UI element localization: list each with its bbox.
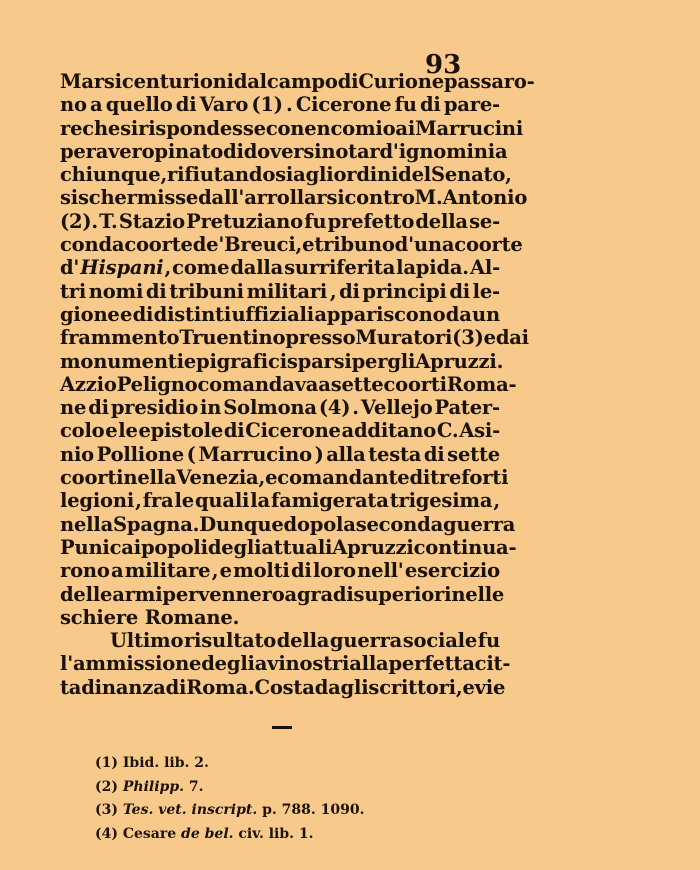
- text-line: ne di presidio in Solmona (4) . Vellejo Pater-: [60, 396, 500, 420]
- text-line: d' Hispani , come dalla surriferita lapida. Al-: [60, 256, 500, 280]
- text-line: tadinanza di Roma. Costa dagli scrittori, e vie: [60, 675, 506, 699]
- footnote-text: Cesare de bel. civ. lib. 1.: [122, 825, 314, 842]
- text-line: delle armi pervennero a gradi superiori nelle: [60, 582, 505, 606]
- text-line: coorti nella Venezia , e comandante di tre forti: [60, 466, 509, 490]
- text-line: nella Spagna. Dunque dopo la seconda guerra: [60, 512, 516, 536]
- text-line: Azzio Peligno comandava a sette coorti Roma-: [60, 372, 517, 396]
- footnotes: [95, 752, 415, 846]
- footnote-text: Tes. vet. inscript. p. 788. 1090.: [122, 802, 365, 818]
- text-line: Ultimo risultato della guerra sociale fu: [110, 629, 500, 653]
- separator-rule: [272, 726, 292, 729]
- text-line: colo e le epistole di Cicerone additano C. Asi-: [60, 419, 500, 443]
- footnote-mark: (1): [95, 755, 123, 771]
- text-line: Punica i popoli degli attuali Apruzzi continua-: [60, 535, 517, 559]
- text-line: schiere Romane.: [60, 605, 240, 629]
- text-line: conda coorte de' Breuci, e tribuno d' una coorte: [60, 233, 523, 257]
- text-line: Marsi centurioni dal campo di Curione passaro-: [60, 70, 535, 93]
- footnote-mark: (2): [95, 778, 123, 795]
- text-line: legioni , fra le quali la famigerata trigesima ,: [60, 489, 500, 513]
- text-line: gione e di distinti uffiziali appariscono da un: [60, 302, 500, 326]
- footnote-mark: (4): [95, 825, 123, 842]
- footnote: [95, 752, 415, 776]
- text-line: per aver opinato di doversi notar d' ignominia: [60, 139, 508, 163]
- footnote-mark: (3): [95, 802, 123, 818]
- text-line: si schermisse dall' arrollarsi contro M. Antonio: [60, 186, 528, 210]
- text-line: chiunque , rifiutandosi agli ordini del Senato ,: [60, 163, 512, 187]
- body-text: [60, 70, 535, 699]
- text-line: frammento Truentino presso Muratori (3) e dai: [60, 326, 529, 350]
- footnote: [95, 823, 415, 847]
- footnote-text: Ibid. lib. 2.: [122, 755, 209, 771]
- text-line: (2). T. Stazio Pretuziano fu prefetto della se-: [60, 209, 500, 233]
- text-line: no a quello di Varo (1) . Cicerone fu di pare-: [60, 93, 500, 117]
- footnote: [95, 799, 415, 823]
- text-line: monumenti epigrafici sparsi per gli Apruzzi.: [60, 349, 504, 373]
- text-line: tri nomi di tribuni militari , di principi di le-: [60, 279, 500, 303]
- footnote: [95, 776, 415, 800]
- footnote-text: Philipp. 7.: [122, 778, 204, 795]
- text-line: re che si rispondesse con encomio ai Marrucini: [60, 116, 524, 140]
- text-line: nio Pollione ( Marrucino ) alla testa di sette: [60, 442, 500, 466]
- page-number: 93: [425, 50, 462, 80]
- text-line: rono a militare , e molti di loro nell' esercizio: [60, 559, 500, 583]
- text-line: l' ammissione degli avi nostri alla perfetta cit-: [60, 652, 511, 676]
